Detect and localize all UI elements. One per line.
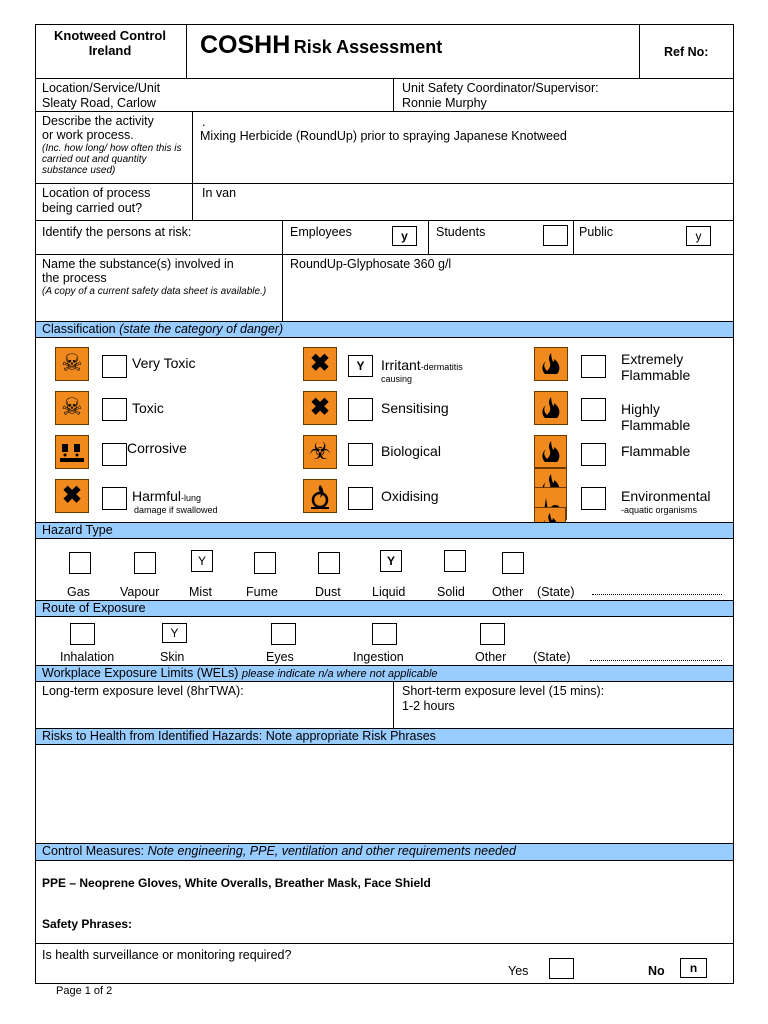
inhalation-checkbox[interactable] <box>70 623 95 645</box>
other-route-checkbox[interactable] <box>480 623 505 645</box>
process-location-label-1: Location of process <box>42 186 151 200</box>
page-number: Page 1 of 2 <box>56 985 113 997</box>
substance-note: (A copy of a current safety data sheet is available.) <box>42 286 267 297</box>
extremely-flammable-label-1: Extremely <box>621 351 684 367</box>
mist-label: Mist <box>189 585 212 599</box>
ingestion-checkbox[interactable] <box>372 623 397 645</box>
flame-icon <box>534 391 568 425</box>
yes-label: Yes <box>508 964 529 978</box>
other-hazard-label: Other <box>492 585 524 599</box>
control-band: Control Measures: Note engineering, PPE, ventilation and other requirements needed <box>36 843 733 861</box>
biohazard-icon: ☣ <box>303 435 337 469</box>
irritant-label: Irritant-dermatitis <box>381 357 463 373</box>
long-term-label: Long-term exposure level (8hrTWA): <box>42 684 244 698</box>
other-hazard-checkbox[interactable] <box>502 552 524 574</box>
risks-band: Risks to Health from Identified Hazards: Note appropriate Risk Phrases <box>36 728 733 745</box>
gas-label: Gas <box>67 585 90 599</box>
skull-crossbones-icon: ☠ <box>55 391 89 425</box>
short-term-value: 1-2 hours <box>402 699 455 713</box>
substance-label-2: the process <box>42 271 107 285</box>
very-toxic-checkbox[interactable] <box>102 355 127 378</box>
flammable-label: Flammable <box>621 443 691 459</box>
x-cross-icon: ✖ <box>303 347 337 381</box>
skin-checkbox[interactable]: Y <box>162 623 187 643</box>
flame-icon <box>534 435 567 468</box>
activity-note: (Inc. how long/ how often this is carried out and quantity substance used) <box>42 143 182 176</box>
students-checkbox[interactable] <box>543 225 568 246</box>
hazard-state-label: (State) <box>537 585 575 599</box>
route-state-line <box>590 660 722 661</box>
environmental-label: Environmental <box>621 488 711 504</box>
toxic-checkbox[interactable] <box>102 398 127 421</box>
coordinator-label: Unit Safety Coordinator/Supervisor: <box>402 81 599 95</box>
location-value: Sleaty Road, Carlow <box>42 96 156 110</box>
flame-icon <box>534 347 568 381</box>
process-location-label-2: being carried out? <box>42 201 143 215</box>
vapour-checkbox[interactable] <box>134 552 156 574</box>
vapour-label: Vapour <box>120 585 160 599</box>
hazard-type-band: Hazard Type <box>36 522 733 539</box>
dust-label: Dust <box>315 585 341 599</box>
extremely-flammable-checkbox[interactable] <box>581 355 606 378</box>
eyes-label: Eyes <box>266 650 294 664</box>
eyes-checkbox[interactable] <box>271 623 296 645</box>
coordinator-value: Ronnie Murphy <box>402 96 487 110</box>
skin-label: Skin <box>160 650 185 664</box>
solid-label: Solid <box>437 585 465 599</box>
irritant-note: causing <box>381 374 413 384</box>
harmful-note: damage if swallowed <box>134 505 218 515</box>
corrosive-icon <box>55 435 89 469</box>
corrosive-checkbox[interactable] <box>102 443 127 466</box>
sensitising-checkbox[interactable] <box>348 398 373 421</box>
very-toxic-label: Very Toxic <box>132 355 196 371</box>
persons-label: Identify the persons at risk: <box>42 225 192 239</box>
route-band: Route of Exposure <box>36 600 733 617</box>
employees-checkbox[interactable]: y <box>392 226 417 246</box>
students-label: Students <box>436 225 486 239</box>
liquid-checkbox[interactable]: Y <box>380 550 402 572</box>
environmental-checkbox[interactable] <box>581 487 606 510</box>
other-route-label: Other <box>475 650 507 664</box>
irritant-checkbox[interactable]: Y <box>348 355 373 377</box>
public-label: Public <box>579 225 614 239</box>
dust-checkbox[interactable] <box>318 552 340 574</box>
activity-label-1: Describe the activity <box>42 114 154 128</box>
safety-phrases-label: Safety Phrases: <box>42 917 133 931</box>
public-checkbox[interactable]: y <box>686 226 711 246</box>
toxic-label: Toxic <box>132 400 164 416</box>
x-cross-icon: ✖ <box>55 479 89 513</box>
fume-label: Fume <box>246 585 278 599</box>
liquid-label: Liquid <box>372 585 406 599</box>
sensitising-label: Sensitising <box>381 400 449 416</box>
ppe-text: PPE – Neoprene Gloves, White Overalls, Breather Mask, Face Shield <box>42 876 431 890</box>
surveillance-yes-checkbox[interactable] <box>549 958 574 979</box>
activity-value: Mixing Herbicide (RoundUp) prior to spraying Japanese Knotweed <box>200 129 567 143</box>
flammable-checkbox[interactable] <box>581 443 606 466</box>
no-label: No <box>648 964 665 978</box>
coshh-form <box>35 24 734 984</box>
highly-flammable-label-2: Flammable <box>621 417 691 433</box>
substance-value: RoundUp-Glyphosate 360 g/l <box>290 257 452 271</box>
hazard-state-line <box>592 594 722 595</box>
short-term-label: Short-term exposure level (15 mins): <box>402 684 605 698</box>
ingestion-label: Ingestion <box>353 650 404 664</box>
oxidising-label: Oxidising <box>381 488 439 504</box>
biological-checkbox[interactable] <box>348 443 373 466</box>
route-state-label: (State) <box>533 650 571 664</box>
page-title: COSHH Risk Assessment <box>200 31 443 59</box>
harmful-label: Harmful-lung <box>132 488 202 504</box>
highly-flammable-checkbox[interactable] <box>581 398 606 421</box>
oxidising-flame-icon <box>303 479 337 513</box>
gas-checkbox[interactable] <box>69 552 91 574</box>
inhalation-label: Inhalation <box>60 650 115 664</box>
harmful-checkbox[interactable] <box>102 487 127 510</box>
classification-band: Classification (state the category of danger) <box>36 321 733 338</box>
fume-checkbox[interactable] <box>254 552 276 574</box>
activity-dot: . <box>202 115 206 129</box>
extremely-flammable-label-2: Flammable <box>621 367 691 383</box>
biological-label: Biological <box>381 443 441 459</box>
oxidising-checkbox[interactable] <box>348 487 373 510</box>
highly-flammable-label-1: Highly <box>621 401 660 417</box>
org-name: Knotweed Control Ireland <box>54 28 166 58</box>
ref-label: Ref No: <box>664 45 709 59</box>
process-location-value: In van <box>202 186 237 200</box>
solid-checkbox[interactable] <box>444 550 466 572</box>
surveillance-question: Is health surveillance or monitoring required? <box>42 948 292 962</box>
corrosive-label: Corrosive <box>127 440 187 456</box>
x-cross-icon: ✖ <box>303 391 337 425</box>
mist-checkbox[interactable]: Y <box>191 550 213 572</box>
surveillance-no-checkbox[interactable]: n <box>680 958 707 978</box>
wel-band: Workplace Exposure Limits (WELs) please indicate n/a where not applicable <box>36 665 733 682</box>
environmental-note: -aquatic organisms <box>621 505 698 515</box>
activity-label-2: or work process. <box>42 128 134 142</box>
employees-label: Employees <box>290 225 352 239</box>
skull-crossbones-icon: ☠ <box>55 347 89 381</box>
substance-label-1: Name the substance(s) involved in <box>42 257 234 271</box>
location-label: Location/Service/Unit <box>42 81 161 95</box>
